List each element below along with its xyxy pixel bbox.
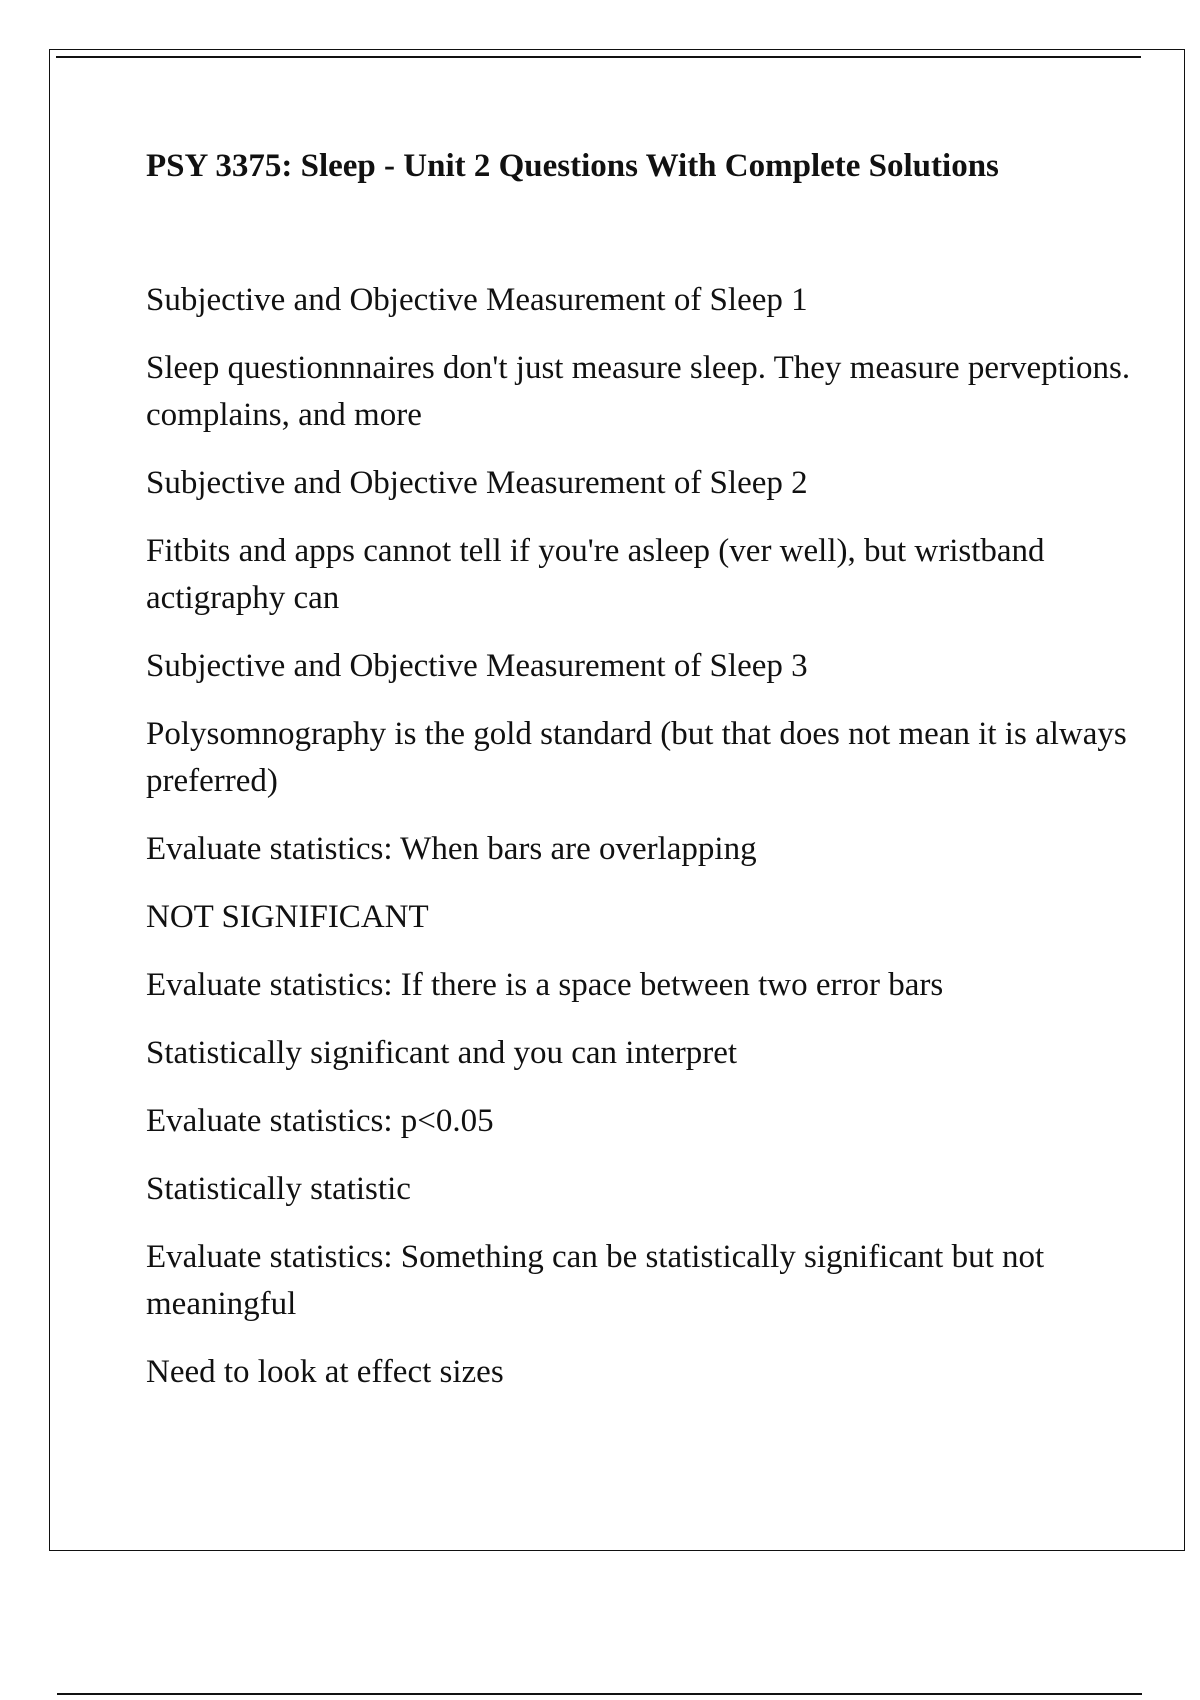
question-6: Evaluate statistics: p<0.05 (146, 1103, 494, 1139)
answer-2: Fitbits and apps cannot tell if you're asleep (ver well), but wristband actigraphy can (146, 533, 1045, 616)
answer-6: Statistically statistic (146, 1171, 411, 1207)
answer-1: Sleep questionnnaires don't just measure sleep. They measure perveptions. complains, and more (146, 350, 1131, 433)
question-3: Subjective and Objective Measurement of Sleep 3 (146, 648, 808, 684)
answer-4: NOT SIGNIFICANT (146, 899, 429, 935)
top-rule (56, 56, 1141, 58)
question-4: Evaluate statistics: When bars are overlapping (146, 831, 757, 867)
document-body (146, 146, 1136, 1417)
bottom-rule (57, 1693, 1142, 1695)
answer-5: Statistically significant and you can interpret (146, 1035, 738, 1071)
document-title: PSY 3375: Sleep - Unit 2 Questions With Complete Solutions (146, 148, 999, 184)
question-7: Evaluate statistics: Something can be statistically significant but not meaningful (146, 1239, 1045, 1322)
question-5: Evaluate statistics: If there is a space between two error bars (146, 967, 944, 1003)
question-2: Subjective and Objective Measurement of Sleep 2 (146, 465, 808, 501)
answer-7: Need to look at effect sizes (146, 1354, 504, 1390)
answer-3: Polysomnography is the gold standard (but that does not mean it is always preferred) (146, 716, 1127, 799)
page-frame (49, 49, 1185, 1551)
question-1: Subjective and Objective Measurement of Sleep 1 (146, 282, 808, 318)
qa-list (146, 277, 1136, 1396)
